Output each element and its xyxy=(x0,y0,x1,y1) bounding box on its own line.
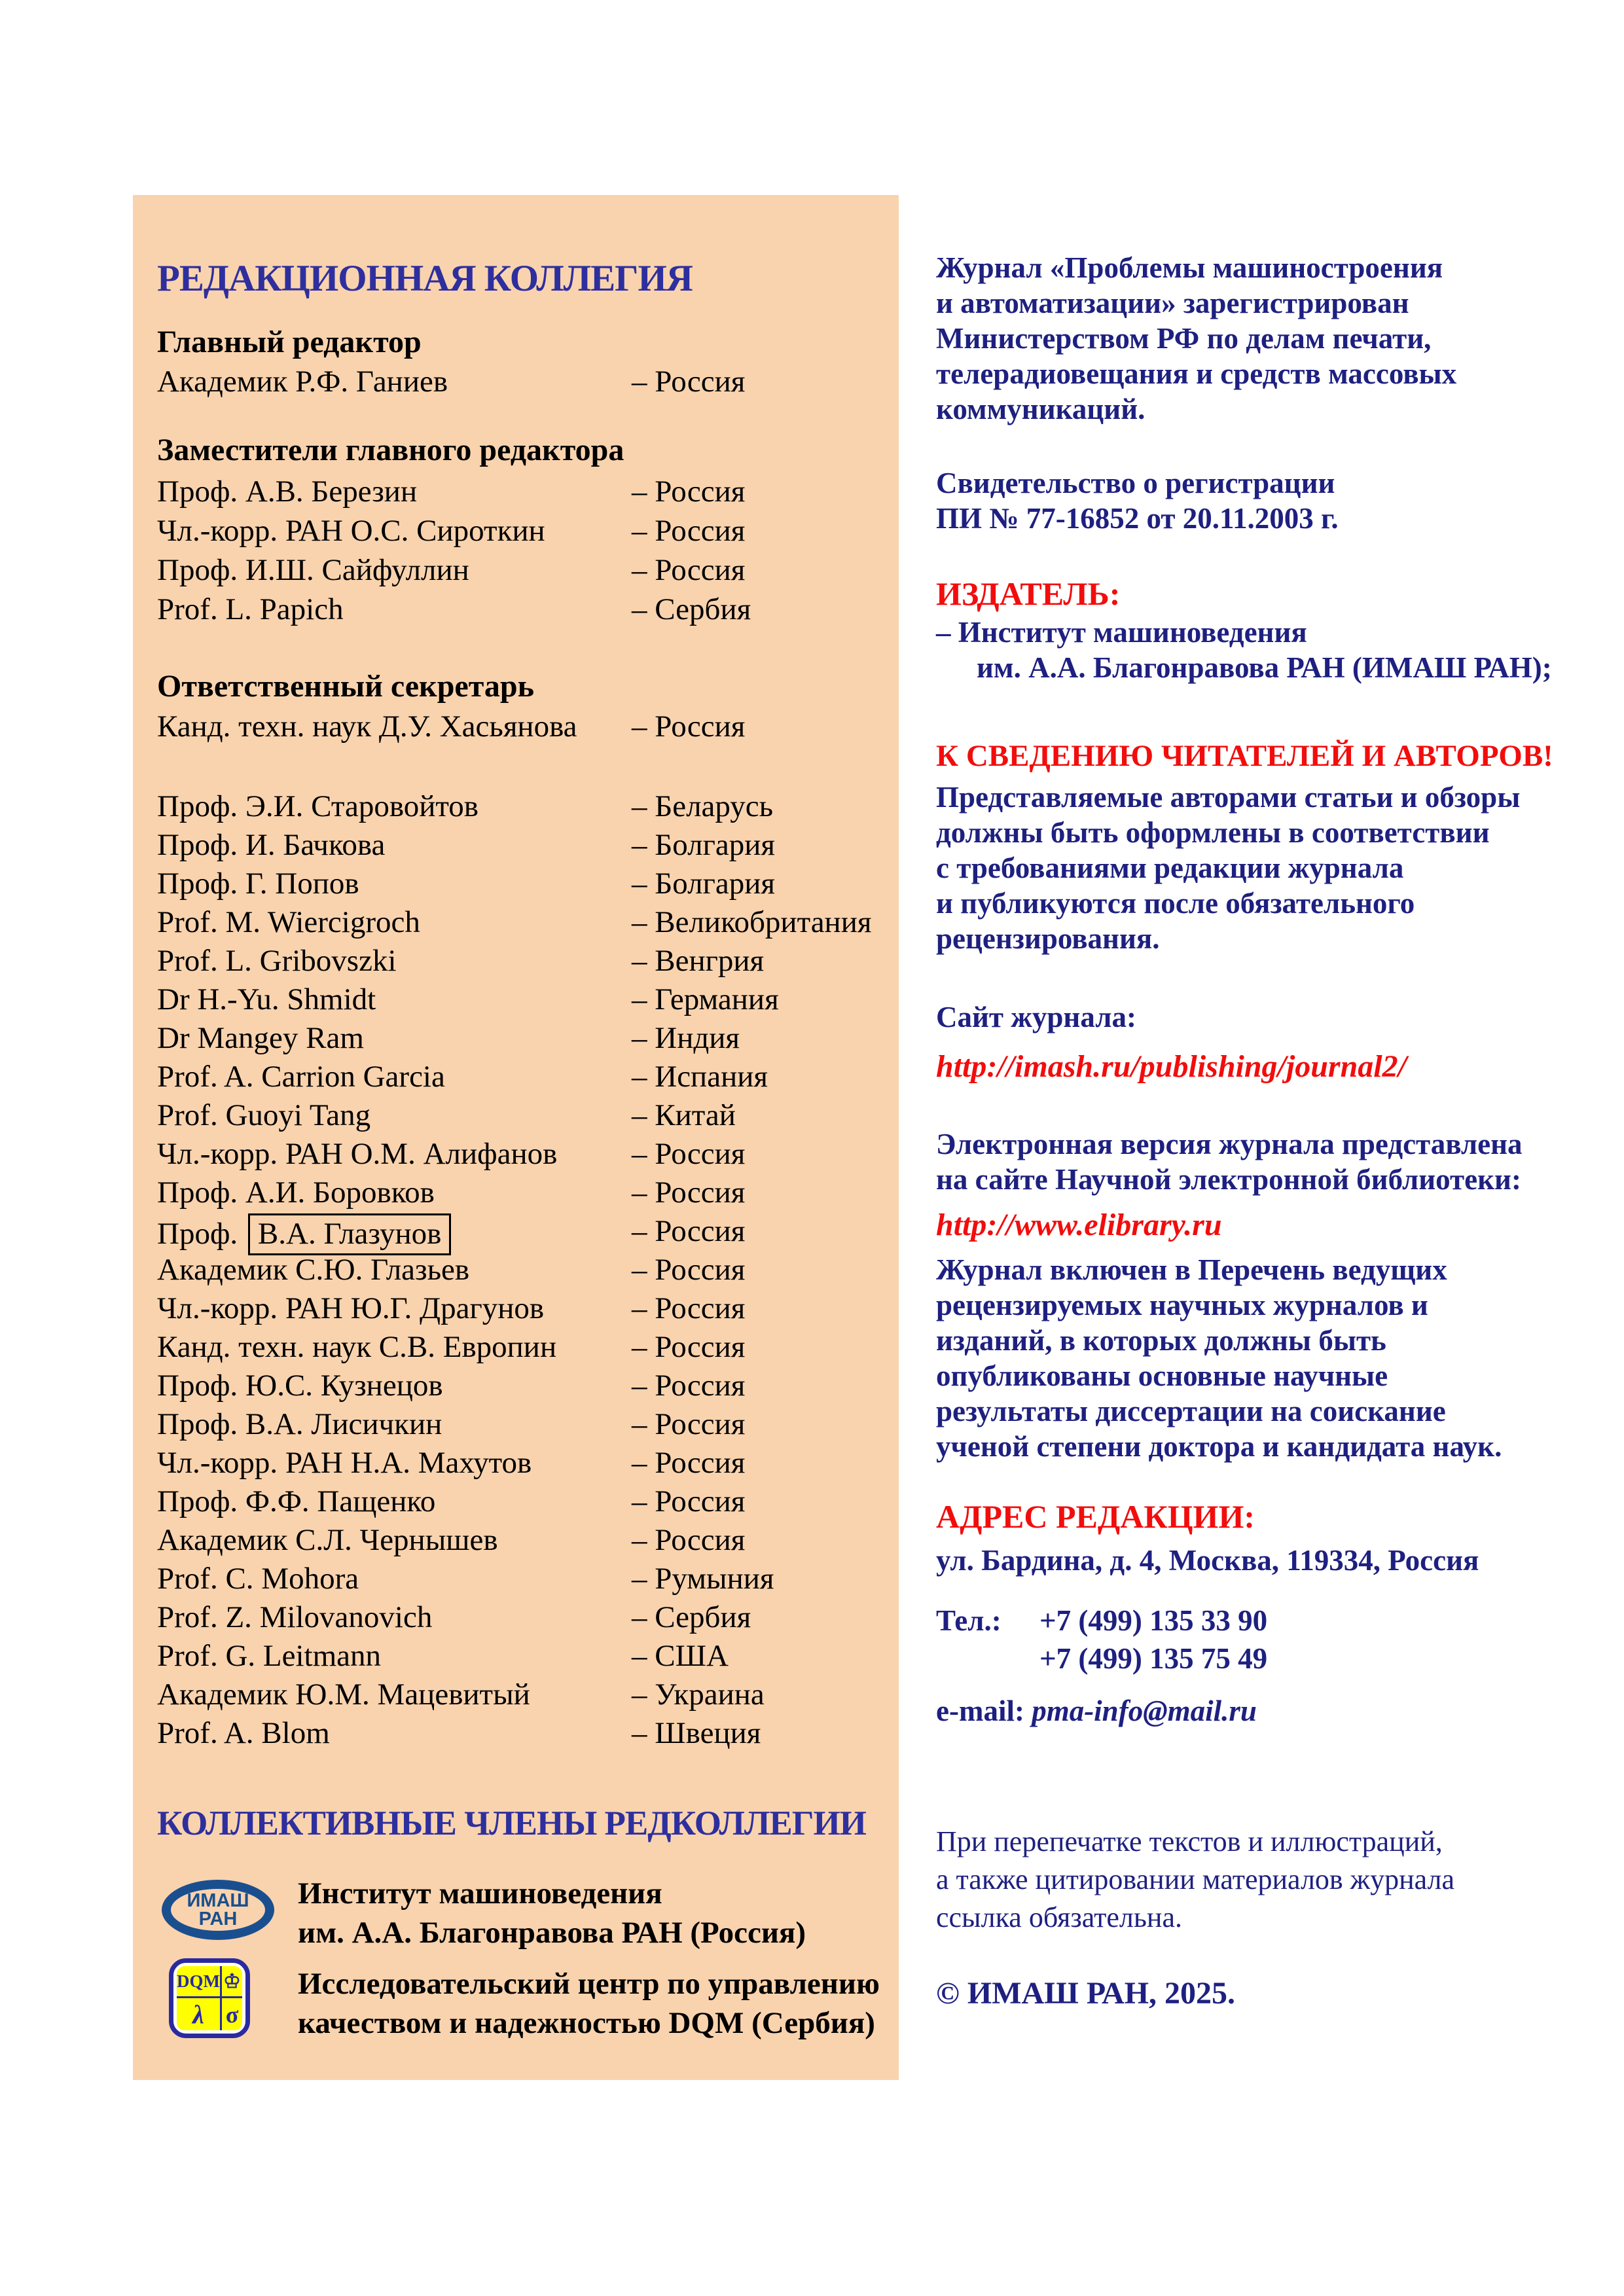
member-row xyxy=(157,943,765,978)
member-row xyxy=(157,1407,746,1442)
member-row xyxy=(157,1445,746,1480)
member-country: – Болгария xyxy=(632,828,775,862)
member-row xyxy=(157,1098,736,1133)
crown-icon: ♔ xyxy=(222,1966,242,1998)
collective-member-dqm-line2: качеством и надежностью DQM (Сербия) xyxy=(298,2006,875,2040)
notice-line: с требованиями редакции журнала xyxy=(936,852,1404,884)
collective-member-imash-line1: Институт машиноведения xyxy=(298,1876,662,1910)
member-row xyxy=(157,1252,746,1287)
collective-member-imash-line2: им. А.А. Благонравова РАН (Россия) xyxy=(298,1916,806,1950)
elibrary-link[interactable]: http://www.elibrary.ru xyxy=(936,1208,1222,1242)
reprint-line: ссылка обязательна. xyxy=(936,1901,1182,1933)
member-name: Prof. L. Papich xyxy=(157,592,344,626)
member-row xyxy=(157,1600,751,1635)
member-country: – Россия xyxy=(632,1369,746,1403)
collective-member-dqm-line1: Исследовательский центр по управлению xyxy=(298,1967,880,2001)
included-line: изданий, в которых должны быть xyxy=(936,1324,1386,1357)
registration-line: Министерством РФ по делам печати, xyxy=(936,322,1432,355)
publisher-line: им. А.А. Благонравова РАН (ИМАШ РАН); xyxy=(977,651,1552,684)
email-address[interactable]: pma-info@mail.ru xyxy=(1032,1695,1257,1727)
member-name: Prof. C. Mohora xyxy=(157,1562,359,1596)
certificate-line: Свидетельство о регистрации xyxy=(936,467,1335,499)
member-name: Prof. G. Leitmann xyxy=(157,1639,381,1673)
highlighted-name-box: В.А. Глазунов xyxy=(248,1213,451,1255)
secretary-label: Ответственный секретарь xyxy=(157,669,534,704)
imash-logo-line2: РАН xyxy=(198,1909,238,1929)
member-name: Чл.-корр. РАН О.С. Сироткин xyxy=(157,514,545,548)
member-country: – США xyxy=(632,1639,729,1673)
member-country: – Россия xyxy=(632,709,746,744)
member-row xyxy=(157,905,872,940)
registration-line: коммуникаций. xyxy=(936,393,1146,425)
elibrary-line: Электронная версия журнала представлена xyxy=(936,1128,1523,1160)
member-row xyxy=(157,1715,761,1751)
member-country: – Россия xyxy=(632,1214,746,1248)
member-row xyxy=(157,474,746,509)
included-line: ученой степени доктора и кандидата наук. xyxy=(936,1430,1502,1463)
address-value: ул. Бардина, д. 4, Москва, 119334, Россия xyxy=(936,1544,1479,1577)
member-name: Prof. Z. Milovanovich xyxy=(157,1600,433,1634)
site-label: Сайт журнала: xyxy=(936,1001,1136,1033)
member-country: – Испания xyxy=(632,1060,768,1094)
member-name: Проф. А.И. Боровков xyxy=(157,1175,435,1210)
member-name: Проф. Ю.С. Кузнецов xyxy=(157,1369,443,1403)
deputy-editors-label: Заместители главного редактора xyxy=(157,433,624,467)
member-name: Prof. M. Wiercigroch xyxy=(157,905,420,939)
member-row xyxy=(157,1561,774,1596)
member-row xyxy=(157,1059,768,1094)
sigma-icon: σ xyxy=(225,2001,239,2028)
member-country: – Болгария xyxy=(632,867,775,901)
member-name: Prof. L. Gribovszki xyxy=(157,944,397,978)
member-row xyxy=(157,1484,746,1519)
elibrary-line: на сайте Научной электронной библиотеки: xyxy=(936,1163,1521,1196)
member-country: – Россия xyxy=(632,1484,746,1518)
journal-site-link[interactable]: http://imash.ru/publishing/journal2/ xyxy=(936,1049,1407,1084)
member-name: Dr Mangey Ram xyxy=(157,1021,364,1055)
member-row xyxy=(157,1329,746,1365)
member-name: Prof. Guoyi Tang xyxy=(157,1098,371,1132)
member-country: – Россия xyxy=(632,553,746,587)
member-row xyxy=(157,364,746,399)
notice-line: рецензирования. xyxy=(936,922,1160,955)
member-country: – Россия xyxy=(632,1175,746,1210)
member-country: – Великобритания xyxy=(632,905,872,939)
member-country: – Россия xyxy=(632,1137,746,1171)
member-name: Чл.-корр. РАН Н.А. Махутов xyxy=(157,1446,532,1480)
member-row xyxy=(157,1677,765,1712)
notice-line: должны быть оформлены в соответствии xyxy=(936,816,1490,849)
member-row xyxy=(157,1136,746,1172)
member-name: Академик С.Л. Чернышев xyxy=(157,1523,498,1557)
member-name: Академик Ю.М. Мацевитый xyxy=(157,1677,530,1712)
member-row xyxy=(157,789,774,824)
member-name: Проф. Ф.Ф. Пащенко xyxy=(157,1484,436,1518)
member-country: – Швеция xyxy=(632,1716,761,1750)
registration-line: телерадиовещания и средств массовых xyxy=(936,357,1457,390)
member-country: – Германия xyxy=(632,982,779,1016)
member-country: – Россия xyxy=(632,1253,746,1287)
dqm-logo-grid xyxy=(177,1966,242,2030)
dqm-logo xyxy=(169,1958,250,2038)
member-country: – Беларусь xyxy=(632,789,774,823)
member-row xyxy=(157,1522,746,1558)
member-country: – Венгрия xyxy=(632,944,765,978)
editorial-board-title: РЕДАКЦИОННАЯ КОЛЛЕГИЯ xyxy=(157,258,693,299)
member-row xyxy=(157,1291,746,1326)
registration-line: Журнал «Проблемы машиностроения xyxy=(936,251,1443,284)
member-name: Академик Р.Ф. Ганиев xyxy=(157,365,448,399)
readers-notice-label: К СВЕДЕНИЮ ЧИТАТЕЛЕЙ И АВТОРОВ! xyxy=(936,739,1553,773)
member-row xyxy=(157,982,779,1017)
member-country: – Россия xyxy=(632,475,746,509)
member-name: Dr H.-Yu. Shmidt xyxy=(157,982,376,1016)
phone-number: +7 (499) 135 33 90 xyxy=(1039,1604,1268,1637)
included-line: результаты диссертации на соискание xyxy=(936,1395,1446,1427)
email-row xyxy=(936,1694,1257,1728)
included-line: Журнал включен в Перечень ведущих xyxy=(936,1253,1447,1286)
member-name: Академик С.Ю. Глазьев xyxy=(157,1253,470,1287)
lambda-icon: λ xyxy=(177,1998,222,2030)
certificate-line: ПИ № 77-16852 от 20.11.2003 г. xyxy=(936,502,1339,535)
address-label: АДРЕС РЕДАКЦИИ: xyxy=(936,1498,1255,1535)
member-country: – Украина xyxy=(632,1677,765,1712)
phone-number: +7 (499) 135 75 49 xyxy=(1039,1642,1268,1675)
reprint-line: а также цитировании материалов журнала xyxy=(936,1863,1455,1895)
member-name: Проф. В.А. Лисичкин xyxy=(157,1407,442,1441)
member-country: – Сербия xyxy=(632,592,751,626)
member-country: – Россия xyxy=(632,514,746,548)
included-line: опубликованы основные научные xyxy=(936,1359,1388,1392)
member-name: Канд. техн. наук Д.У. Хасьянова xyxy=(157,709,577,744)
member-country: – Индия xyxy=(632,1021,740,1055)
member-name: Проф. Г. Попов xyxy=(157,867,359,901)
member-row xyxy=(157,552,746,588)
member-country: – Румыния xyxy=(632,1562,774,1596)
imash-logo-line1: ИМАШ xyxy=(187,1890,249,1911)
included-line: рецензируемых научных журналов и xyxy=(936,1289,1428,1321)
member-name-prefix: Проф. xyxy=(157,1217,238,1251)
publisher-label: ИЗДАТЕЛЬ: xyxy=(936,575,1121,612)
member-country: – Россия xyxy=(632,365,746,399)
member-name: Prof. A. Blom xyxy=(157,1716,330,1750)
member-name: Канд. техн. наук С.В. Европин xyxy=(157,1330,557,1364)
member-name: Проф. А.В. Березин xyxy=(157,475,418,509)
collective-members-title: КОЛЛЕКТИВНЫЕ ЧЛЕНЫ РЕДКОЛЛЕГИИ xyxy=(157,1804,866,1842)
member-name: Проф. Э.И. Старовойтов xyxy=(157,789,478,823)
dqm-logo-text: DQM xyxy=(177,1966,222,1998)
publisher-line: – Институт машиноведения xyxy=(936,616,1307,649)
member-row-glazunov xyxy=(157,1213,746,1255)
copyright-line: © ИМАШ РАН, 2025. xyxy=(936,1976,1236,2011)
reprint-line: При перепечатке текстов и иллюстраций, xyxy=(936,1825,1443,1857)
member-row xyxy=(157,1175,746,1210)
member-country: – Россия xyxy=(632,1291,746,1325)
member-row xyxy=(157,1638,729,1674)
notice-line: и публикуются после обязательного xyxy=(936,887,1415,920)
member-country: – Сербия xyxy=(632,1600,751,1634)
member-row xyxy=(157,513,746,548)
member-row xyxy=(157,592,751,627)
member-country: – Россия xyxy=(632,1330,746,1364)
email-label: e-mail: xyxy=(936,1695,1024,1727)
chief-editor-label: Главный редактор xyxy=(157,325,422,359)
member-country: – Россия xyxy=(632,1407,746,1441)
member-country: – Китай xyxy=(632,1098,736,1132)
registration-line: и автоматизации» зарегистрирован xyxy=(936,287,1409,319)
member-name: Чл.-корр. РАН Ю.Г. Драгунов xyxy=(157,1291,545,1325)
member-name: Проф. И.Ш. Сайфуллин xyxy=(157,553,469,587)
member-row xyxy=(157,709,746,744)
member-name: Prof. A. Carrion Garcia xyxy=(157,1060,445,1094)
member-name: Чл.-корр. РАН О.М. Алифанов xyxy=(157,1137,558,1171)
member-name: Проф. И. Бачкова xyxy=(157,828,386,862)
imash-ran-logo xyxy=(162,1880,274,1940)
member-row xyxy=(157,866,775,901)
phone-label: Тел.: xyxy=(936,1604,1001,1637)
member-country: – Россия xyxy=(632,1523,746,1557)
member-row xyxy=(157,1368,746,1403)
member-row xyxy=(157,1020,740,1056)
member-row xyxy=(157,827,775,863)
notice-line: Представляемые авторами статьи и обзоры xyxy=(936,781,1521,814)
member-country: – Россия xyxy=(632,1446,746,1480)
